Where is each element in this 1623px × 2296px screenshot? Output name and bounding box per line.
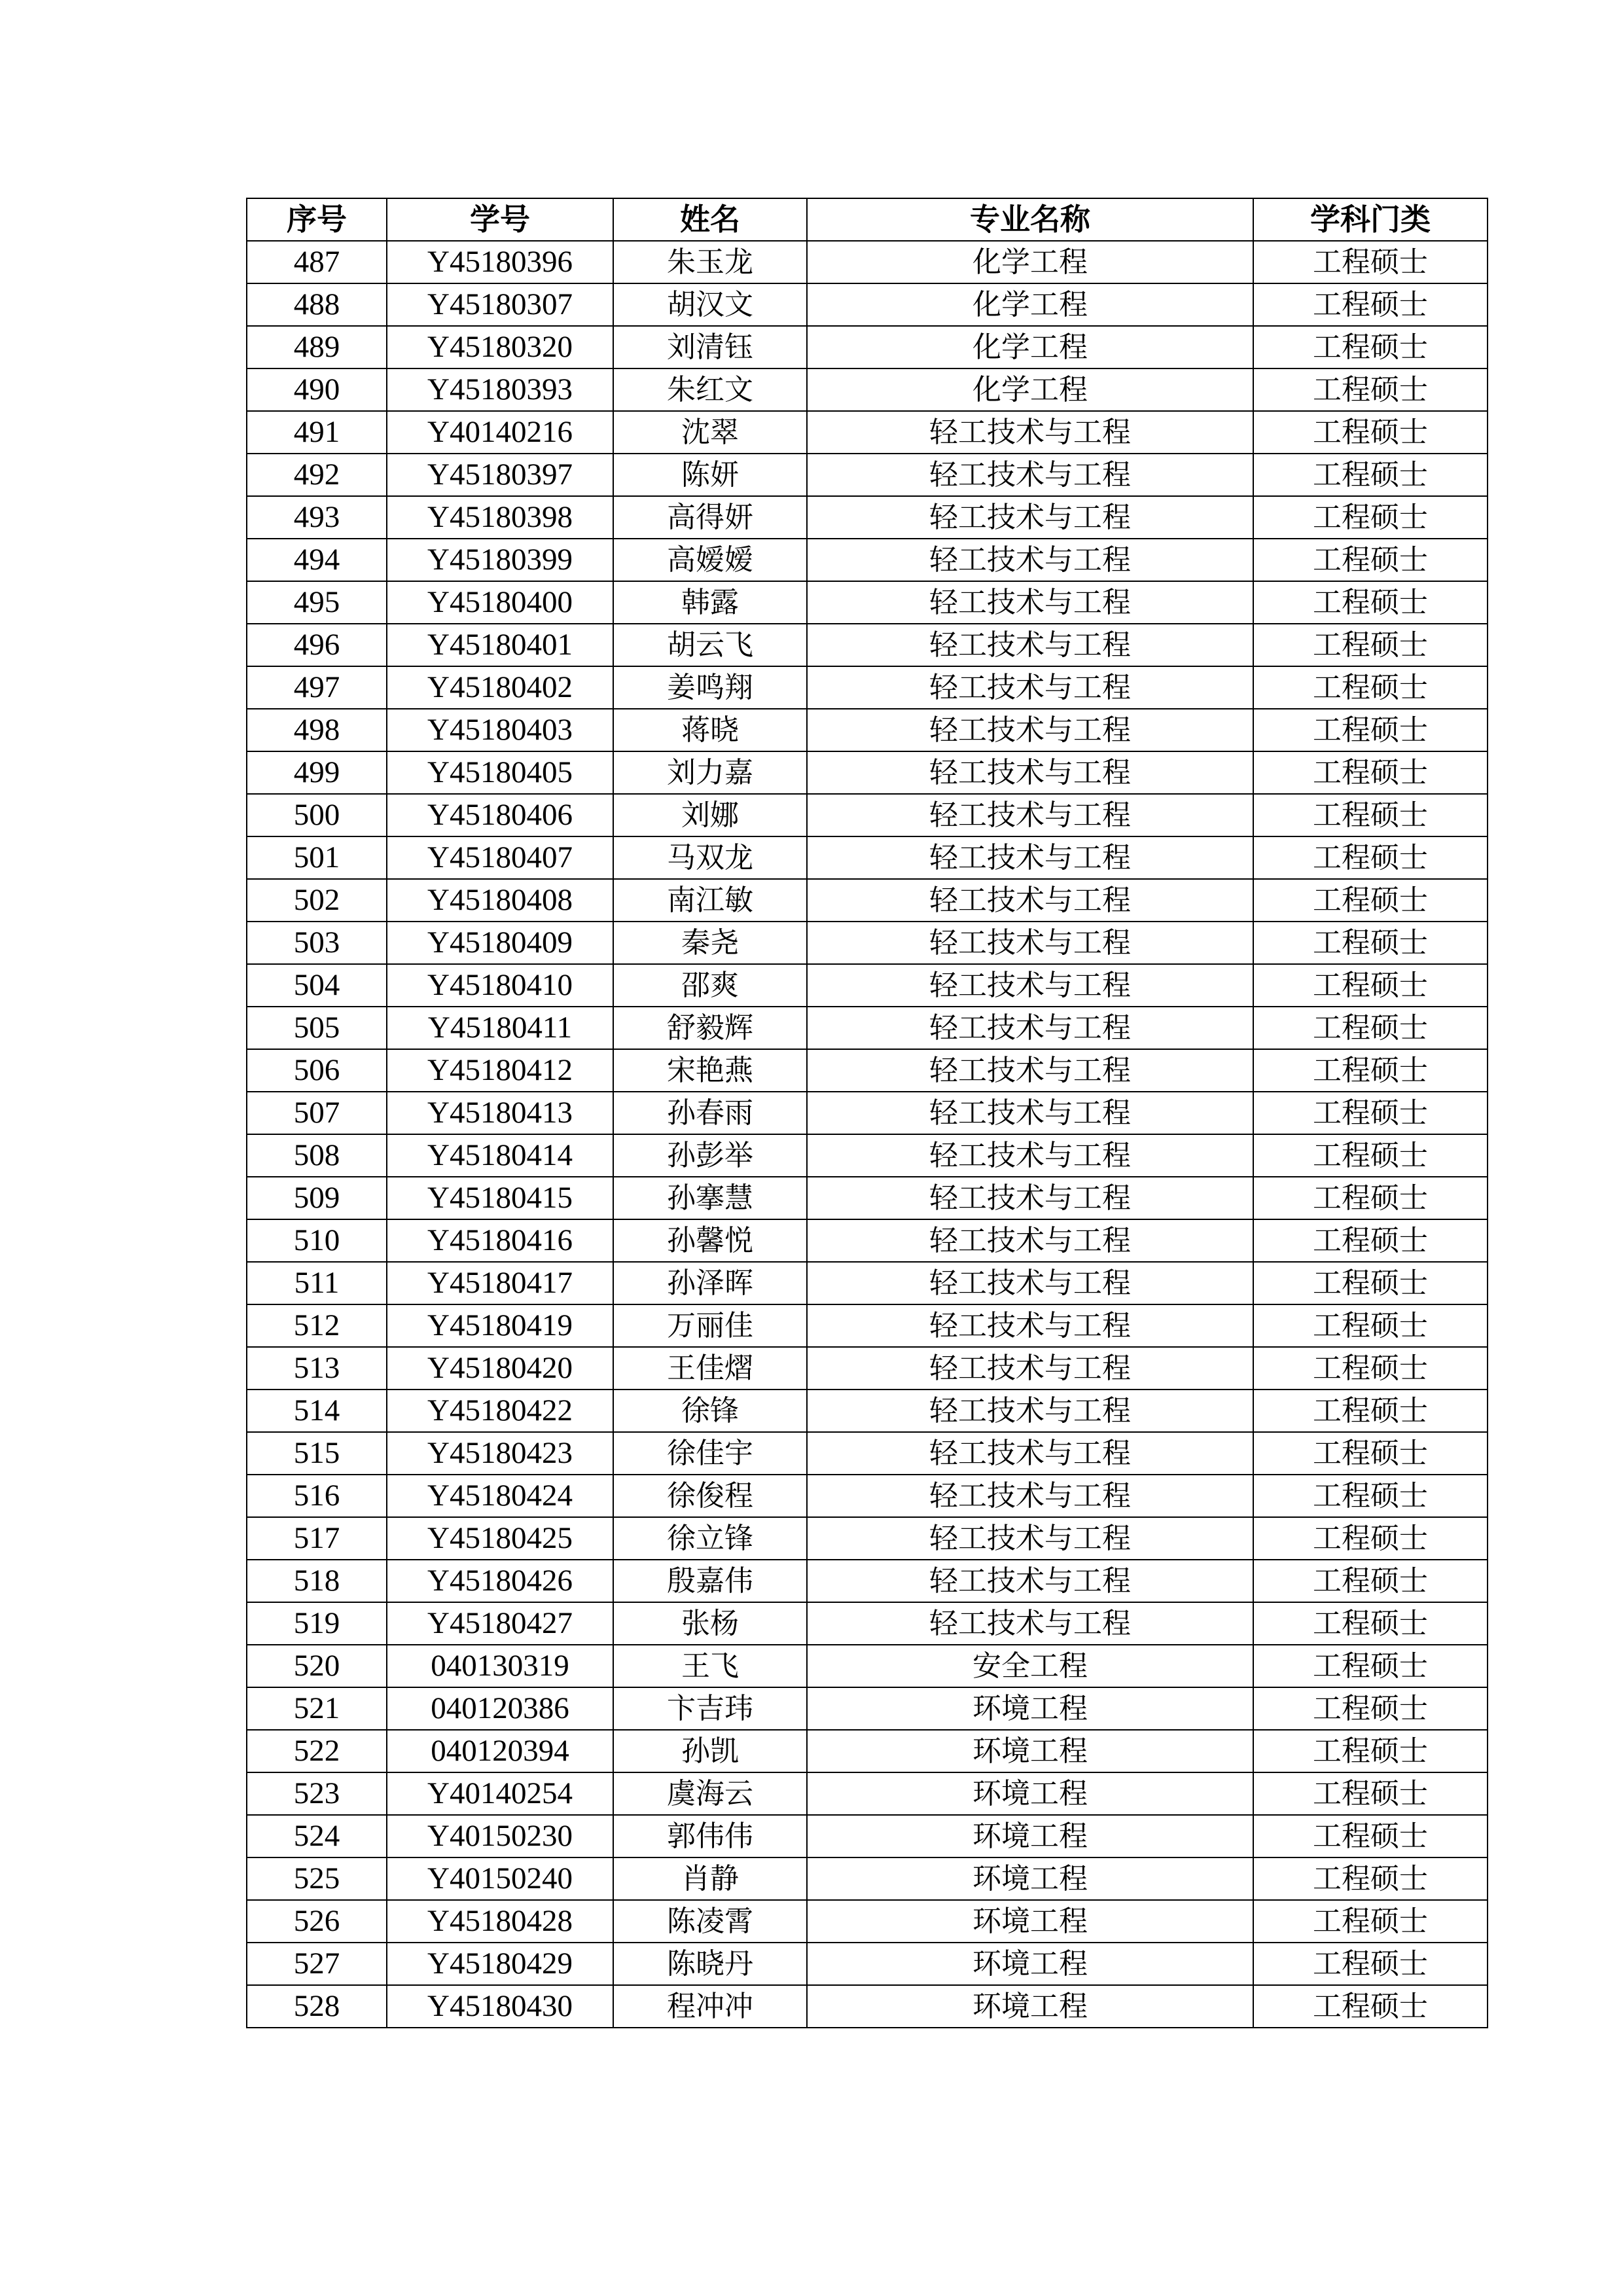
serial-number-cell: 510 (247, 1219, 387, 1262)
name-cell: 王佳熠 (613, 1347, 807, 1390)
discipline-cell: 工程硕士 (1253, 326, 1488, 368)
discipline-cell: 工程硕士 (1253, 1049, 1488, 1092)
serial-number-cell: 489 (247, 326, 387, 368)
major-cell: 轻工技术与工程 (807, 1347, 1253, 1390)
discipline-cell: 工程硕士 (1253, 581, 1488, 624)
table-row (247, 1857, 1488, 1900)
table-row (247, 1900, 1488, 1943)
discipline-cell: 工程硕士 (1253, 1092, 1488, 1134)
serial-number-cell: 512 (247, 1304, 387, 1347)
table-row (247, 411, 1488, 454)
major-cell: 化学工程 (807, 241, 1253, 283)
table-row (247, 581, 1488, 624)
major-cell: 轻工技术与工程 (807, 1475, 1253, 1517)
table-row (247, 326, 1488, 368)
serial-number-cell: 526 (247, 1900, 387, 1943)
table-row (247, 1432, 1488, 1475)
discipline-cell: 工程硕士 (1253, 1134, 1488, 1177)
name-cell: 邵爽 (613, 964, 807, 1007)
major-cell: 轻工技术与工程 (807, 836, 1253, 879)
major-cell: 轻工技术与工程 (807, 1134, 1253, 1177)
major-cell: 环境工程 (807, 1772, 1253, 1815)
student-id-cell: Y45180420 (387, 1347, 613, 1390)
serial-number-cell: 506 (247, 1049, 387, 1092)
name-cell: 朱玉龙 (613, 241, 807, 283)
discipline-cell: 工程硕士 (1253, 1772, 1488, 1815)
table-row (247, 1645, 1488, 1687)
major-cell: 轻工技术与工程 (807, 964, 1253, 1007)
discipline-cell: 工程硕士 (1253, 1730, 1488, 1772)
header-serial-number: 序号 (247, 198, 387, 241)
table-row (247, 1815, 1488, 1857)
serial-number-cell: 521 (247, 1687, 387, 1730)
major-cell: 环境工程 (807, 1815, 1253, 1857)
major-cell: 轻工技术与工程 (807, 1092, 1253, 1134)
serial-number-cell: 527 (247, 1943, 387, 1985)
major-cell: 轻工技术与工程 (807, 411, 1253, 454)
student-id-cell: Y45180400 (387, 581, 613, 624)
major-cell: 轻工技术与工程 (807, 1007, 1253, 1049)
discipline-cell: 工程硕士 (1253, 1390, 1488, 1432)
discipline-cell: 工程硕士 (1253, 411, 1488, 454)
table-row (247, 879, 1488, 922)
student-id-cell: Y45180320 (387, 326, 613, 368)
name-cell: 程冲冲 (613, 1985, 807, 2028)
table-row (247, 1390, 1488, 1432)
discipline-cell: 工程硕士 (1253, 1347, 1488, 1390)
name-cell: 孙凯 (613, 1730, 807, 1772)
student-id-cell: Y45180393 (387, 368, 613, 411)
serial-number-cell: 517 (247, 1517, 387, 1560)
header-major: 专业名称 (807, 198, 1253, 241)
student-id-cell: Y45180410 (387, 964, 613, 1007)
serial-number-cell: 493 (247, 496, 387, 539)
table-row (247, 964, 1488, 1007)
discipline-cell: 工程硕士 (1253, 1262, 1488, 1304)
discipline-cell: 工程硕士 (1253, 1687, 1488, 1730)
table-row (247, 1262, 1488, 1304)
student-id-cell: Y45180415 (387, 1177, 613, 1219)
student-id-cell: Y45180412 (387, 1049, 613, 1092)
student-id-cell: Y45180424 (387, 1475, 613, 1517)
serial-number-cell: 496 (247, 624, 387, 666)
student-id-cell: Y45180408 (387, 879, 613, 922)
table-row (247, 624, 1488, 666)
discipline-cell: 工程硕士 (1253, 1475, 1488, 1517)
student-id-cell: Y45180407 (387, 836, 613, 879)
serial-number-cell: 508 (247, 1134, 387, 1177)
name-cell: 高嫒嫒 (613, 539, 807, 581)
discipline-cell: 工程硕士 (1253, 624, 1488, 666)
table-row (247, 368, 1488, 411)
name-cell: 孙搴慧 (613, 1177, 807, 1219)
student-id-cell: Y45180398 (387, 496, 613, 539)
major-cell: 化学工程 (807, 283, 1253, 326)
name-cell: 陈妍 (613, 454, 807, 496)
major-cell: 环境工程 (807, 1730, 1253, 1772)
table-row (247, 1177, 1488, 1219)
discipline-cell: 工程硕士 (1253, 1517, 1488, 1560)
student-id-cell: Y40140216 (387, 411, 613, 454)
major-cell: 轻工技术与工程 (807, 794, 1253, 836)
serial-number-cell: 492 (247, 454, 387, 496)
major-cell: 轻工技术与工程 (807, 666, 1253, 709)
discipline-cell: 工程硕士 (1253, 1560, 1488, 1602)
discipline-cell: 工程硕士 (1253, 1857, 1488, 1900)
name-cell: 刘清钰 (613, 326, 807, 368)
name-cell: 刘娜 (613, 794, 807, 836)
name-cell: 刘力嘉 (613, 751, 807, 794)
student-id-cell: Y45180423 (387, 1432, 613, 1475)
discipline-cell: 工程硕士 (1253, 794, 1488, 836)
serial-number-cell: 522 (247, 1730, 387, 1772)
serial-number-cell: 495 (247, 581, 387, 624)
name-cell: 胡汉文 (613, 283, 807, 326)
name-cell: 孙泽晖 (613, 1262, 807, 1304)
name-cell: 蒋晓 (613, 709, 807, 751)
student-id-cell: Y45180402 (387, 666, 613, 709)
major-cell: 轻工技术与工程 (807, 751, 1253, 794)
student-id-cell: Y45180422 (387, 1390, 613, 1432)
table-row (247, 1304, 1488, 1347)
name-cell: 朱红文 (613, 368, 807, 411)
serial-number-cell: 491 (247, 411, 387, 454)
name-cell: 马双龙 (613, 836, 807, 879)
student-id-cell: Y45180397 (387, 454, 613, 496)
name-cell: 卞吉玮 (613, 1687, 807, 1730)
serial-number-cell: 513 (247, 1347, 387, 1390)
discipline-cell: 工程硕士 (1253, 709, 1488, 751)
major-cell: 环境工程 (807, 1900, 1253, 1943)
serial-number-cell: 503 (247, 922, 387, 964)
student-id-cell: Y45180414 (387, 1134, 613, 1177)
major-cell: 轻工技术与工程 (807, 1560, 1253, 1602)
student-id-cell: Y40150240 (387, 1857, 613, 1900)
student-id-cell: 040120394 (387, 1730, 613, 1772)
major-cell: 轻工技术与工程 (807, 1304, 1253, 1347)
discipline-cell: 工程硕士 (1253, 454, 1488, 496)
table-row (247, 1602, 1488, 1645)
discipline-cell: 工程硕士 (1253, 1007, 1488, 1049)
serial-number-cell: 488 (247, 283, 387, 326)
name-cell: 郭伟伟 (613, 1815, 807, 1857)
discipline-cell: 工程硕士 (1253, 496, 1488, 539)
major-cell: 化学工程 (807, 326, 1253, 368)
name-cell: 陈凌霄 (613, 1900, 807, 1943)
student-id-cell: Y45180399 (387, 539, 613, 581)
serial-number-cell: 490 (247, 368, 387, 411)
name-cell: 徐佳宇 (613, 1432, 807, 1475)
discipline-cell: 工程硕士 (1253, 1432, 1488, 1475)
header-student-id: 学号 (387, 198, 613, 241)
student-id-cell: Y45180428 (387, 1900, 613, 1943)
student-id-cell: Y45180411 (387, 1007, 613, 1049)
student-id-cell: Y45180406 (387, 794, 613, 836)
student-id-cell: Y45180417 (387, 1262, 613, 1304)
discipline-cell: 工程硕士 (1253, 241, 1488, 283)
major-cell: 安全工程 (807, 1645, 1253, 1687)
serial-number-cell: 498 (247, 709, 387, 751)
name-cell: 万丽佳 (613, 1304, 807, 1347)
major-cell: 轻工技术与工程 (807, 709, 1253, 751)
name-cell: 徐俊程 (613, 1475, 807, 1517)
serial-number-cell: 514 (247, 1390, 387, 1432)
table-body (247, 241, 1488, 2028)
table-row (247, 1049, 1488, 1092)
serial-number-cell: 511 (247, 1262, 387, 1304)
table-row (247, 1475, 1488, 1517)
serial-number-cell: 528 (247, 1985, 387, 2028)
serial-number-cell: 525 (247, 1857, 387, 1900)
name-cell: 张杨 (613, 1602, 807, 1645)
header-name: 姓名 (613, 198, 807, 241)
discipline-cell: 工程硕士 (1253, 283, 1488, 326)
name-cell: 肖静 (613, 1857, 807, 1900)
table-row (247, 496, 1488, 539)
serial-number-cell: 501 (247, 836, 387, 879)
table-row (247, 454, 1488, 496)
serial-number-cell: 507 (247, 1092, 387, 1134)
table-row (247, 1517, 1488, 1560)
major-cell: 轻工技术与工程 (807, 1262, 1253, 1304)
major-cell: 环境工程 (807, 1857, 1253, 1900)
table-row (247, 1134, 1488, 1177)
student-id-cell: Y45180396 (387, 241, 613, 283)
serial-number-cell: 524 (247, 1815, 387, 1857)
student-id-cell: Y45180307 (387, 283, 613, 326)
name-cell: 姜鸣翔 (613, 666, 807, 709)
discipline-cell: 工程硕士 (1253, 539, 1488, 581)
header-discipline: 学科门类 (1253, 198, 1488, 241)
major-cell: 轻工技术与工程 (807, 1602, 1253, 1645)
name-cell: 沈翠 (613, 411, 807, 454)
table-row (247, 539, 1488, 581)
name-cell: 宋艳燕 (613, 1049, 807, 1092)
name-cell: 陈晓丹 (613, 1943, 807, 1985)
student-id-cell: Y45180416 (387, 1219, 613, 1262)
name-cell: 韩露 (613, 581, 807, 624)
table-row (247, 1687, 1488, 1730)
discipline-cell: 工程硕士 (1253, 964, 1488, 1007)
serial-number-cell: 499 (247, 751, 387, 794)
major-cell: 轻工技术与工程 (807, 1390, 1253, 1432)
student-id-cell: 040130319 (387, 1645, 613, 1687)
discipline-cell: 工程硕士 (1253, 751, 1488, 794)
serial-number-cell: 497 (247, 666, 387, 709)
discipline-cell: 工程硕士 (1253, 836, 1488, 879)
discipline-cell: 工程硕士 (1253, 1900, 1488, 1943)
student-roster-table (246, 198, 1488, 2028)
serial-number-cell: 515 (247, 1432, 387, 1475)
name-cell: 孙彭举 (613, 1134, 807, 1177)
major-cell: 轻工技术与工程 (807, 1177, 1253, 1219)
major-cell: 轻工技术与工程 (807, 496, 1253, 539)
major-cell: 环境工程 (807, 1687, 1253, 1730)
student-id-cell: Y45180429 (387, 1943, 613, 1985)
student-id-cell: Y45180413 (387, 1092, 613, 1134)
table-row (247, 1943, 1488, 1985)
table-header-row (247, 198, 1488, 241)
name-cell: 孙馨悦 (613, 1219, 807, 1262)
discipline-cell: 工程硕士 (1253, 1985, 1488, 2028)
name-cell: 秦尧 (613, 922, 807, 964)
student-id-cell: Y45180425 (387, 1517, 613, 1560)
discipline-cell: 工程硕士 (1253, 1645, 1488, 1687)
major-cell: 轻工技术与工程 (807, 1049, 1253, 1092)
name-cell: 王飞 (613, 1645, 807, 1687)
serial-number-cell: 504 (247, 964, 387, 1007)
student-id-cell: Y45180403 (387, 709, 613, 751)
serial-number-cell: 520 (247, 1645, 387, 1687)
table-row (247, 1347, 1488, 1390)
discipline-cell: 工程硕士 (1253, 1304, 1488, 1347)
student-id-cell: 040120386 (387, 1687, 613, 1730)
name-cell: 胡云飞 (613, 624, 807, 666)
major-cell: 轻工技术与工程 (807, 624, 1253, 666)
serial-number-cell: 519 (247, 1602, 387, 1645)
name-cell: 高得妍 (613, 496, 807, 539)
serial-number-cell: 518 (247, 1560, 387, 1602)
major-cell: 轻工技术与工程 (807, 454, 1253, 496)
table-row (247, 794, 1488, 836)
serial-number-cell: 502 (247, 879, 387, 922)
student-id-cell: Y45180430 (387, 1985, 613, 2028)
discipline-cell: 工程硕士 (1253, 879, 1488, 922)
table-row (247, 1560, 1488, 1602)
major-cell: 轻工技术与工程 (807, 1219, 1253, 1262)
table-row (247, 1219, 1488, 1262)
name-cell: 殷嘉伟 (613, 1560, 807, 1602)
table-row (247, 666, 1488, 709)
discipline-cell: 工程硕士 (1253, 1815, 1488, 1857)
table-row (247, 1772, 1488, 1815)
name-cell: 孙春雨 (613, 1092, 807, 1134)
student-id-cell: Y45180427 (387, 1602, 613, 1645)
serial-number-cell: 505 (247, 1007, 387, 1049)
name-cell: 南江敏 (613, 879, 807, 922)
discipline-cell: 工程硕士 (1253, 368, 1488, 411)
serial-number-cell: 523 (247, 1772, 387, 1815)
name-cell: 徐锋 (613, 1390, 807, 1432)
table-row (247, 751, 1488, 794)
discipline-cell: 工程硕士 (1253, 1219, 1488, 1262)
serial-number-cell: 500 (247, 794, 387, 836)
table-row (247, 709, 1488, 751)
discipline-cell: 工程硕士 (1253, 1602, 1488, 1645)
name-cell: 徐立锋 (613, 1517, 807, 1560)
student-id-cell: Y45180426 (387, 1560, 613, 1602)
major-cell: 轻工技术与工程 (807, 539, 1253, 581)
table-row (247, 1007, 1488, 1049)
name-cell: 舒毅辉 (613, 1007, 807, 1049)
student-id-cell: Y45180409 (387, 922, 613, 964)
table-row (247, 241, 1488, 283)
table-row (247, 922, 1488, 964)
student-id-cell: Y45180401 (387, 624, 613, 666)
major-cell: 轻工技术与工程 (807, 922, 1253, 964)
student-id-cell: Y40150230 (387, 1815, 613, 1857)
serial-number-cell: 516 (247, 1475, 387, 1517)
table-row (247, 836, 1488, 879)
student-id-cell: Y40140254 (387, 1772, 613, 1815)
discipline-cell: 工程硕士 (1253, 1177, 1488, 1219)
student-id-cell: Y45180419 (387, 1304, 613, 1347)
table-row (247, 283, 1488, 326)
major-cell: 轻工技术与工程 (807, 879, 1253, 922)
major-cell: 轻工技术与工程 (807, 1517, 1253, 1560)
discipline-cell: 工程硕士 (1253, 922, 1488, 964)
major-cell: 轻工技术与工程 (807, 1432, 1253, 1475)
major-cell: 轻工技术与工程 (807, 581, 1253, 624)
student-id-cell: Y45180405 (387, 751, 613, 794)
serial-number-cell: 509 (247, 1177, 387, 1219)
major-cell: 化学工程 (807, 368, 1253, 411)
discipline-cell: 工程硕士 (1253, 666, 1488, 709)
major-cell: 环境工程 (807, 1943, 1253, 1985)
serial-number-cell: 494 (247, 539, 387, 581)
serial-number-cell: 487 (247, 241, 387, 283)
name-cell: 虞海云 (613, 1772, 807, 1815)
discipline-cell: 工程硕士 (1253, 1943, 1488, 1985)
table-row (247, 1092, 1488, 1134)
major-cell: 环境工程 (807, 1985, 1253, 2028)
table-row (247, 1730, 1488, 1772)
table-row (247, 1985, 1488, 2028)
